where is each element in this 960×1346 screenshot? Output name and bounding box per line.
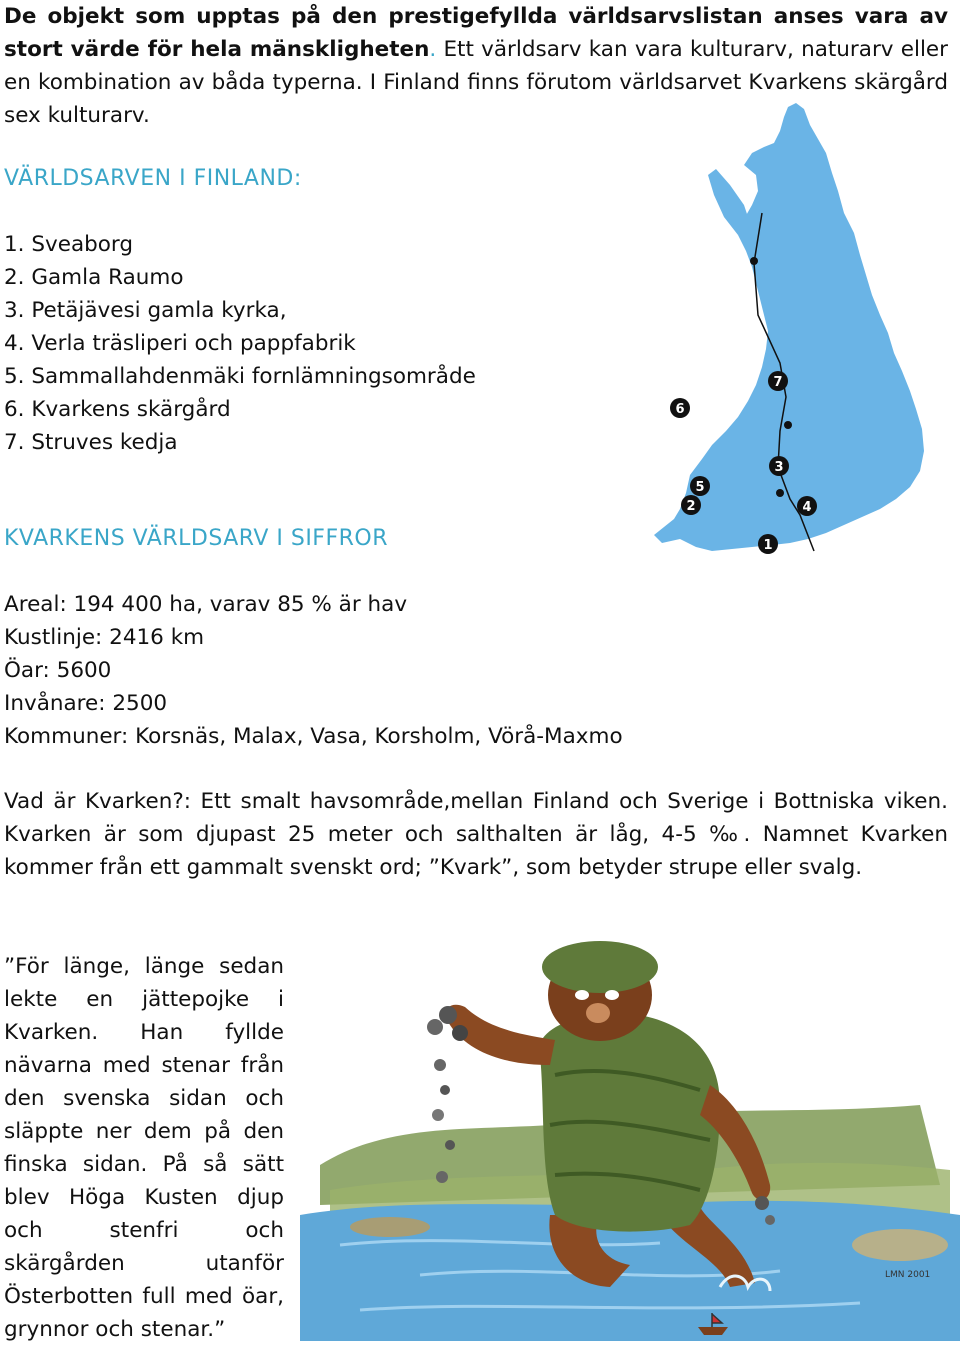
- finland-map: [640, 95, 960, 565]
- chain-point: [750, 257, 758, 265]
- stone: [765, 1215, 775, 1225]
- intro-rest: Ett världsarv kan vara kulturarv, naturarv eller en kombination av båda typerna. I Finland finns förutom världsarvet Kvarkens skärgård sex kulturarv.: [4, 37, 948, 128]
- stone: [434, 1059, 446, 1071]
- map-marker: [670, 398, 690, 418]
- list-item: 7. Struves kedja: [4, 430, 178, 455]
- fact-coastline: Kustlinje: 2416 km: [4, 625, 205, 650]
- map-marker: [797, 496, 817, 516]
- artist-signature: LMN 2001: [885, 1270, 931, 1280]
- fact-area: Areal: 194 400 ha, varav 85 % är hav: [4, 592, 408, 617]
- list-item: 1. Sveaborg: [4, 232, 134, 257]
- list-item: 4. Verla träsliperi och pappfabrik: [4, 331, 356, 356]
- nose: [586, 1003, 610, 1023]
- stone: [445, 1140, 455, 1150]
- moss-hair: [542, 941, 658, 993]
- svg-text:1: 1: [763, 538, 773, 553]
- giant-illustration-graphic: [300, 915, 960, 1341]
- what-is-kvarken-paragraph: Vad är Kvarken?: Ett smalt havsområde,mellan Finland och Sverige i Bottniska viken. Kvarken är som djupast 25 meter och salthalten är låg, 4-5 ‰. Namnet Kvarken kommer från ett gammalt svenskt ord; ”Kvark”, som betyder strupe eller svalg.: [4, 789, 948, 880]
- fact-inhabitants: Invånare: 2500: [4, 691, 168, 716]
- island: [852, 1229, 948, 1261]
- giant-illustration: [300, 915, 960, 1341]
- stone: [432, 1109, 444, 1121]
- stone: [755, 1196, 769, 1210]
- fact-municipalities: Kommuner: Korsnäs, Malax, Vasa, Korsholm, Vörå-Maxmo: [4, 724, 623, 749]
- legend-story: ”För länge, länge sedan lekte en jättepojke i Kvarken. Han fyllde nävarna med stenar från den svenska sidan och släppte ner dem på den finska sidan. På så sätt blev Höga Kusten djup och stenfri och skärgården utanför Österbotten full med öar, grynnor och stenar.”: [4, 954, 284, 1342]
- fact-islands: Öar: 5600: [4, 658, 112, 683]
- list-item: 5. Sammallahdenmäki fornlämningsområde: [4, 364, 476, 389]
- stone: [440, 1085, 450, 1095]
- finland-north-arm: [708, 169, 750, 235]
- svg-text:6: 6: [675, 402, 685, 417]
- stone: [427, 1019, 443, 1035]
- stone: [436, 1171, 448, 1183]
- heritage-list: [4, 228, 476, 459]
- eye: [575, 990, 589, 1000]
- chain-point: [776, 489, 784, 497]
- map-marker: [768, 371, 788, 391]
- intro-bold: De objekt som upptas på den prestigefyllda världsarvslistan anses vara av stort värde för hela mänskligheten: [4, 4, 948, 62]
- map-marker: [690, 476, 710, 496]
- list-item: 6. Kvarkens skärgård: [4, 397, 231, 422]
- stone: [452, 1025, 468, 1041]
- list-item: 2. Gamla Raumo: [4, 265, 184, 290]
- svg-text:5: 5: [695, 480, 705, 495]
- map-marker: [758, 534, 778, 554]
- list-item: 3. Petäjävesi gamla kyrka,: [4, 298, 287, 323]
- chain-point: [784, 421, 792, 429]
- map-marker: [681, 495, 701, 515]
- intro-dot: .: [429, 37, 437, 62]
- svg-text:2: 2: [686, 499, 696, 514]
- svg-text:4: 4: [802, 500, 812, 515]
- finland-map-graphic: [640, 95, 960, 565]
- stone: [439, 1006, 457, 1024]
- map-marker: [769, 456, 789, 476]
- heritage-heading: VÄRLDSARVEN I FINLAND:: [4, 166, 302, 191]
- figures-heading: KVARKENS VÄRLDSARV I SIFFROR: [4, 526, 389, 551]
- eye: [605, 990, 619, 1000]
- island: [350, 1217, 430, 1237]
- svg-text:3: 3: [774, 460, 784, 475]
- svg-text:7: 7: [773, 375, 783, 390]
- facts-list: [4, 588, 623, 753]
